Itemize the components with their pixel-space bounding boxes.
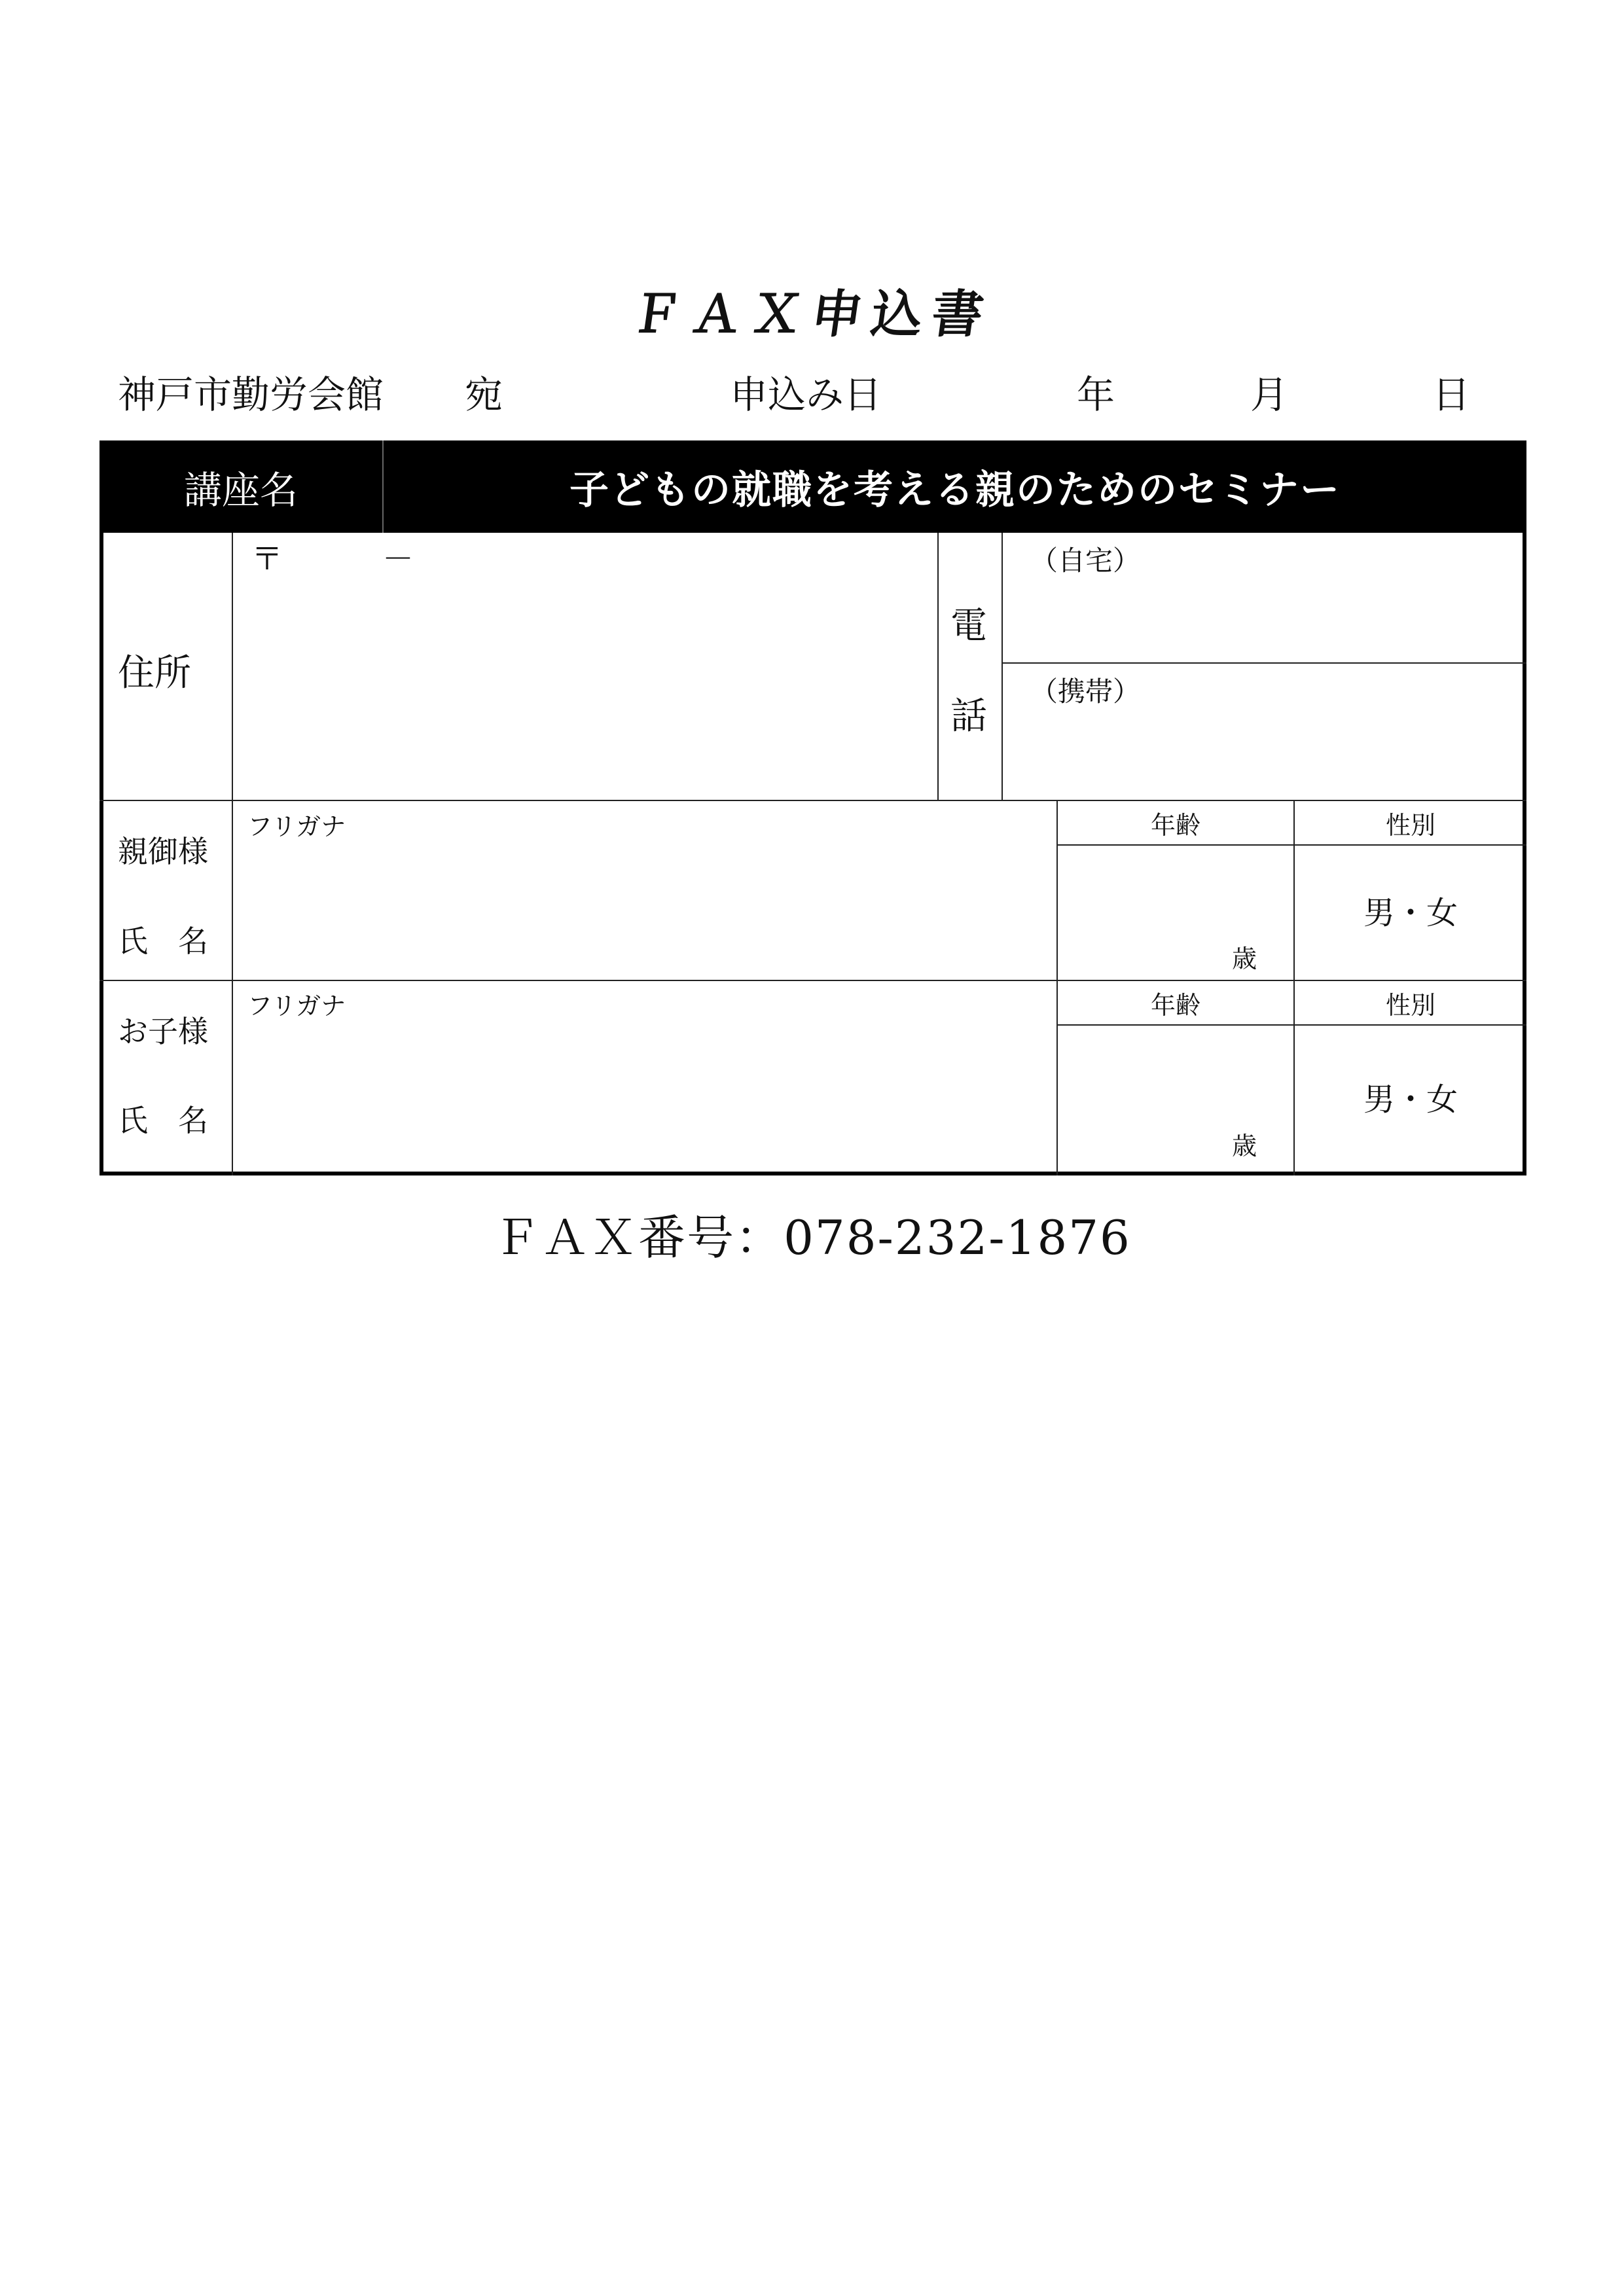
child-furigana-label: フリガナ [247, 992, 346, 1020]
phone-label-left-divider [937, 533, 939, 800]
course-name: 子どもの就職を考える親のための​セミナー [569, 467, 1341, 513]
child-sex-header: 性別 [1385, 990, 1435, 1020]
parent-name-field[interactable] [236, 844, 1054, 975]
child-age-unit: 歳 [1232, 1132, 1257, 1160]
child-header-separator [1056, 1024, 1526, 1026]
parent-furigana-label: フリガナ [247, 812, 346, 841]
mobile-phone-label: （携帯） [1030, 675, 1141, 708]
month-label: 月 [1250, 372, 1289, 417]
course-label: 講座名 [183, 467, 298, 512]
child-sex-options[interactable]: 男・女 [1363, 1081, 1458, 1118]
year-label: 年 [1077, 372, 1115, 417]
parent-sex-options[interactable]: 男・女 [1363, 894, 1458, 931]
parent-label: 親御様 [118, 834, 208, 869]
home-phone-label: （自宅） [1030, 545, 1141, 577]
day-label: 日 [1432, 372, 1471, 417]
postal-mark: 〒 [251, 541, 283, 577]
parent-header-separator [1056, 844, 1526, 846]
recipient-honorific: 宛 [465, 372, 503, 417]
address-field[interactable] [236, 576, 937, 796]
postal-dash: － [382, 541, 414, 577]
parent-age-header: 年齢 [1150, 810, 1200, 840]
home-phone-field[interactable] [1008, 576, 1519, 658]
phone-row-separator [1001, 662, 1526, 664]
parent-name-label: 氏 名 [118, 924, 208, 959]
parent-sex-header: 性別 [1385, 810, 1435, 840]
phone-label-bottom: 話 [950, 695, 987, 738]
application-date-label: 申込み日 [730, 372, 882, 417]
mobile-phone-field[interactable] [1008, 707, 1519, 796]
fax-number: ＦＡＸ番号：078-232-1876 [493, 1210, 1131, 1265]
form-title: ＦＡＸ申込書 [626, 285, 996, 344]
recipient-name: 神戸市勤労会館 [118, 372, 384, 417]
phone-label-top: 電 [950, 605, 987, 647]
parent-age-unit: 歳 [1232, 944, 1257, 973]
label-column-divider [232, 533, 233, 1175]
child-label: お子様 [118, 1014, 208, 1049]
child-name-label: 氏 名 [118, 1103, 208, 1138]
address-label: 住所 [118, 652, 191, 694]
child-name-field[interactable] [236, 1024, 1054, 1172]
phone-label-right-divider [1001, 533, 1003, 800]
child-age-header: 年齢 [1150, 990, 1200, 1020]
